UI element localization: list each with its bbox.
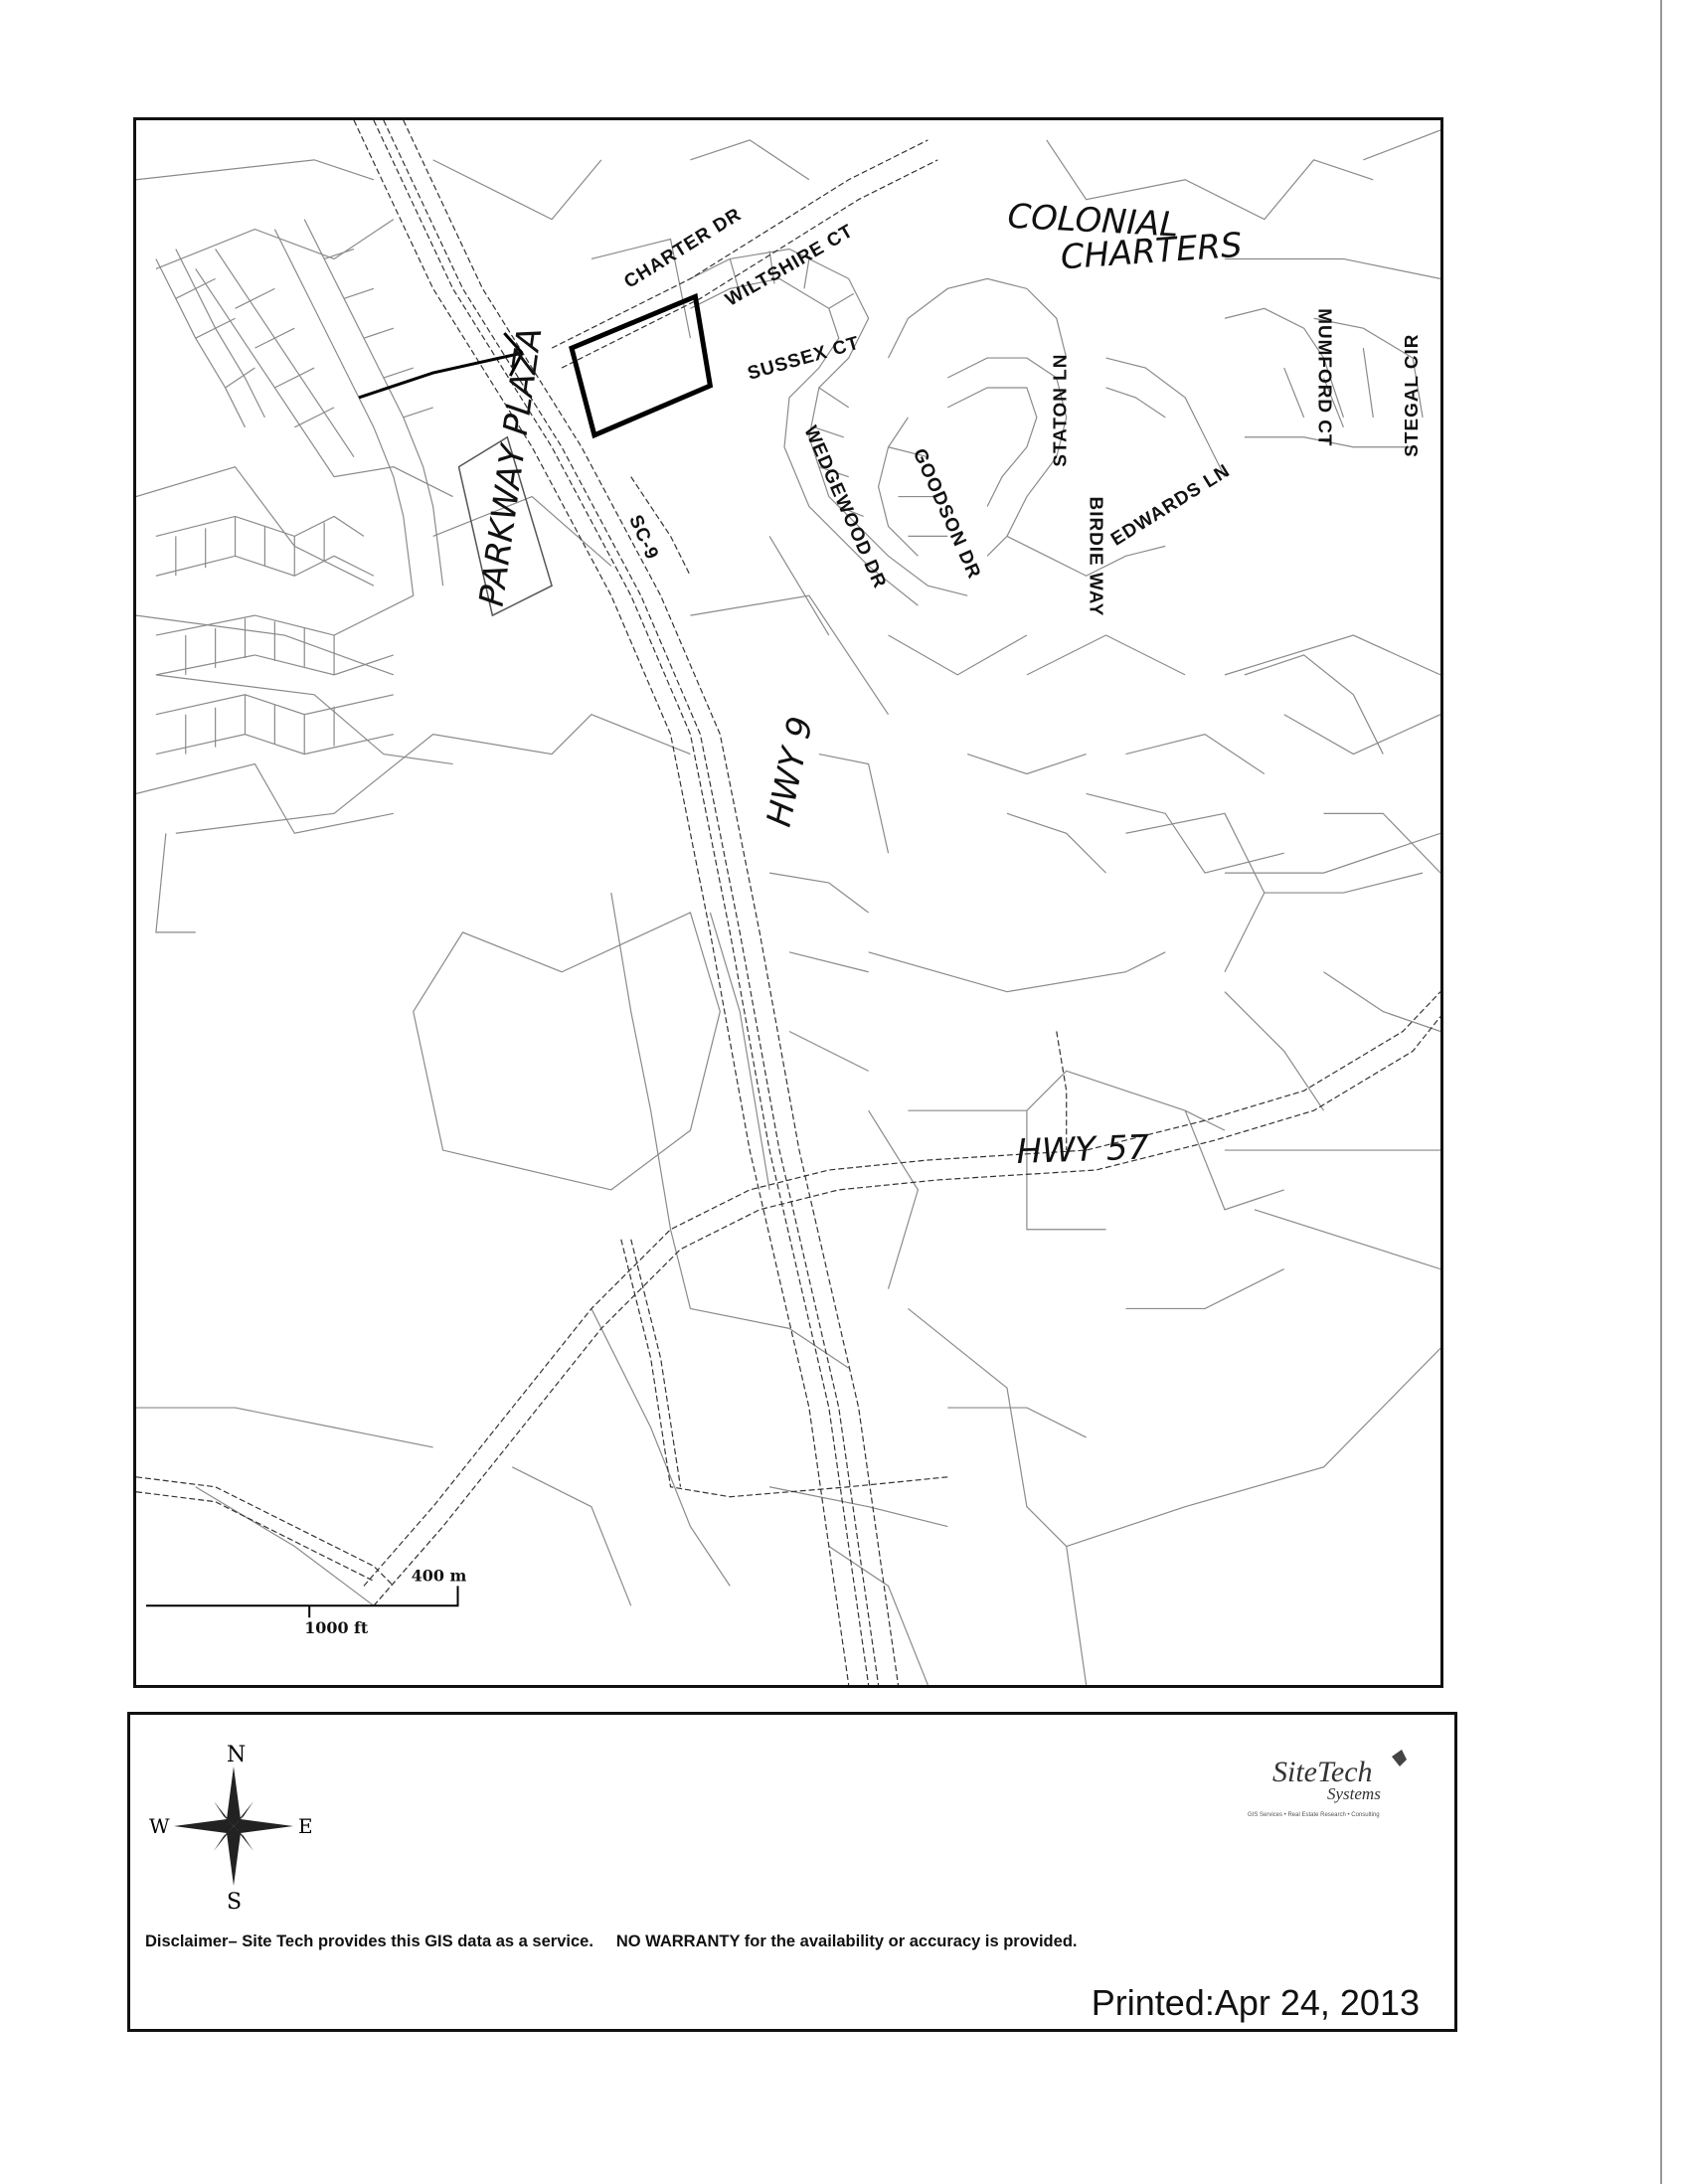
handwritten-colonial: COLONIAL	[1006, 196, 1180, 245]
arrow-icon	[359, 333, 522, 398]
handwritten-parkway-plaza: PARKWAY PLAZA	[471, 324, 550, 609]
logo-tagline: GIS Services • Real Estate Research • Consulting	[1248, 1812, 1380, 1818]
printed-date: Printed:Apr 24, 2013	[1091, 1982, 1420, 2023]
disclaimer-text: Disclaimer– Site Tech provides this GIS data as a service. NO WARRANTY for the availability or accuracy is provided.	[145, 1932, 1078, 1950]
scale-bar	[146, 1586, 458, 1617]
subject-parcel[interactable]	[572, 296, 710, 434]
compass-s: S	[227, 1890, 243, 1911]
street-label-staton-ln: STATON LN	[1050, 353, 1072, 467]
logo-brand: SiteTech	[1272, 1756, 1373, 1788]
handwritten-hwy57: HWY 57	[1015, 1127, 1150, 1171]
street-label-mumford-ct: MUMFORD CT	[1313, 308, 1335, 447]
street-label-goodson-dr: GOODSON DR	[908, 445, 985, 583]
street-label-wiltshire-ct: WILTSHIRE CT	[722, 220, 858, 311]
compass-rose-icon	[149, 1742, 318, 1911]
street-label-sc9: SC-9	[624, 511, 663, 564]
scale-label-imperial: 1000 ft	[304, 1618, 369, 1638]
street-label-stegal-cir: STEGAL CIR	[1402, 333, 1424, 457]
scale-label-metric: 400 m	[411, 1566, 467, 1586]
compass-n: N	[227, 1743, 247, 1767]
handwritten-hwy9: HWY 9	[759, 713, 821, 830]
page-edge	[1660, 0, 1662, 2184]
handwritten-charters: CHARTERS	[1059, 225, 1244, 277]
sitetech-logo	[1243, 1742, 1441, 1831]
gis-map[interactable]	[136, 120, 1440, 1685]
map-frame	[133, 117, 1443, 1688]
street-label-birdie-way: BIRDIE WAY	[1085, 496, 1106, 617]
logo-flag-icon	[1392, 1750, 1407, 1766]
subdivision-west	[156, 220, 453, 755]
street-label-charter-dr: CHARTER DR	[620, 204, 746, 293]
compass-e: E	[298, 1814, 313, 1838]
subdivision-east	[690, 250, 1423, 755]
compass-w: W	[149, 1814, 170, 1838]
logo-sub: Systems	[1327, 1784, 1381, 1803]
street-label-edwards-ln: EDWARDS LN	[1107, 460, 1235, 551]
street-label-sussex-ct: SUSSEX CT	[745, 332, 863, 385]
street-label-wedgewood-dr: WEDGEWOOD DR	[799, 422, 891, 592]
